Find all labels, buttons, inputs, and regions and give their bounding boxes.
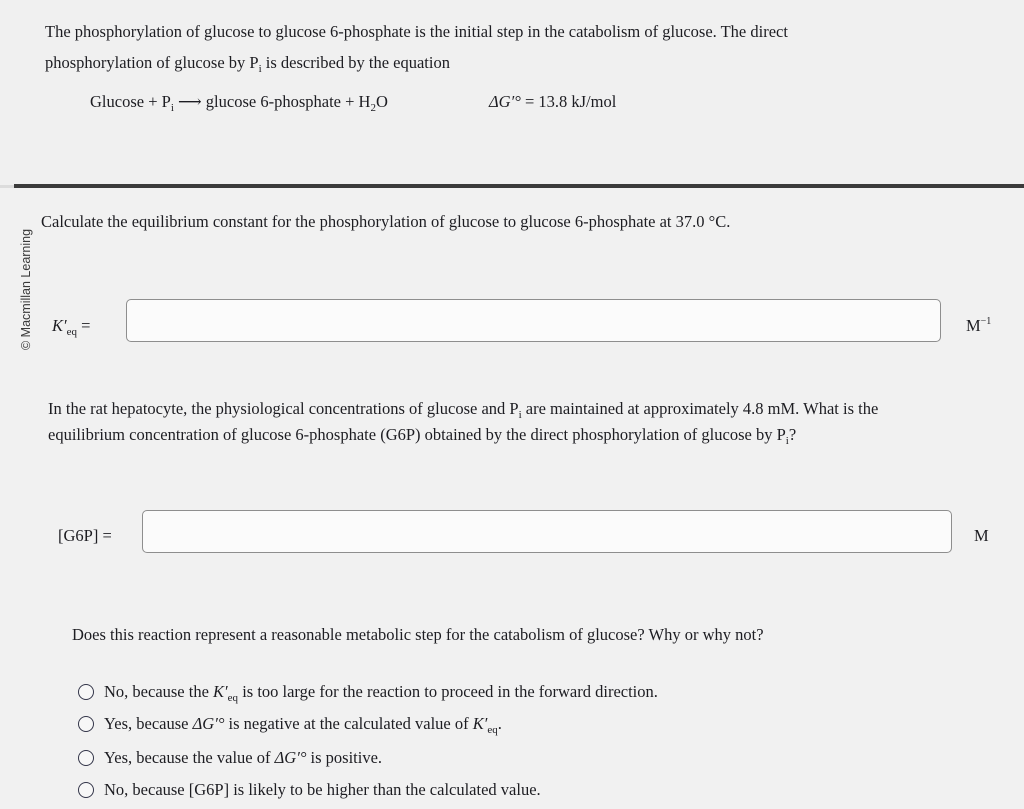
option-2-radio[interactable] bbox=[78, 716, 94, 732]
option-3-label[interactable]: Yes, because the value of ΔG′° is positive. bbox=[104, 748, 383, 767]
intro-line-1: The phosphorylation of glucose to glucose 6-phosphate is the initial step in the catabolism of glucose. The direct bbox=[45, 22, 788, 41]
copyright-watermark: © Macmillan Learning bbox=[19, 228, 33, 350]
option-3-radio[interactable] bbox=[78, 750, 94, 766]
question-3-text: Does this reaction represent a reasonable metabolic step for the catabolism of glucose? Why or why not? bbox=[72, 625, 764, 644]
product-water: $H_2O$ bbox=[358, 92, 388, 114]
g6p-answer-input[interactable] bbox=[142, 510, 952, 553]
option-2-label[interactable]: Yes, because ΔG′° is negative at the calculated value of $K'_{eq}$. bbox=[104, 714, 502, 736]
option-1-label[interactable]: No, because the $K'_{eq}$ is too large for the reaction to proceed in the forward direction. bbox=[104, 682, 658, 704]
keq-answer-input[interactable] bbox=[126, 299, 941, 342]
option-4-radio[interactable] bbox=[78, 782, 94, 798]
reactant-pi: $P_i$ bbox=[161, 92, 174, 114]
option-1-radio[interactable] bbox=[78, 684, 94, 700]
reaction-equation: $Glucose + P_i$ ⟶ glucose 6-phosphate + $H_2O$ bbox=[90, 92, 388, 114]
keq-label: $K'_{eq}$ = bbox=[52, 316, 91, 338]
g6p-unit: M bbox=[974, 526, 989, 545]
option-4-label[interactable]: No, because [G6P] is likely to be higher than the calculated value. bbox=[104, 780, 541, 799]
intro-line-2: phosphorylation of glucose by $P_i$ is described by the equation bbox=[45, 53, 450, 75]
keq-unit: $M^{-1}$ bbox=[966, 316, 992, 335]
reactant-glucose: Glucose bbox=[90, 92, 145, 111]
delta-g-value: ΔG′° = 13.8 kJ/mol bbox=[489, 92, 617, 111]
g6p-label: [G6P] = bbox=[58, 526, 112, 545]
question-2-line-2: equilibrium concentration of glucose 6-phosphate (G6P) obtained by the direct phosphorylation of glucose by $P_i$? bbox=[48, 425, 797, 447]
question-1-text: Calculate the equilibrium constant for the phosphorylation of glucose to glucose 6-phosphate at 37.0 °C. bbox=[41, 212, 731, 231]
reaction-arrow-icon: ⟶ bbox=[178, 92, 202, 111]
product-g6p: glucose 6-phosphate bbox=[205, 92, 341, 111]
question-2-line-1: In the rat hepatocyte, the physiological concentrations of glucose and $P_i$ are maintained at approximately 4.8 mM. What is the bbox=[48, 399, 879, 421]
